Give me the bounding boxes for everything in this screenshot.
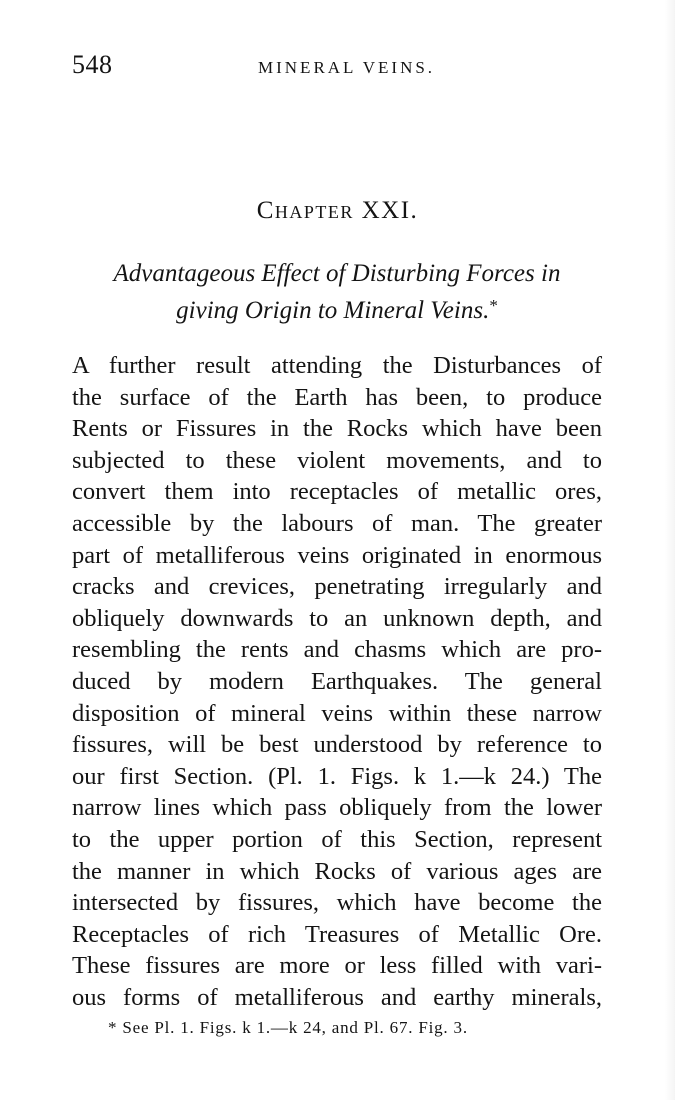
text-line: subjected to these violent movements, and to (72, 446, 602, 474)
body-paragraph (72, 350, 602, 1013)
text-line: convert them into receptacles of metallic ores, (72, 478, 602, 506)
text-line: the manner in which Rocks of various ages are (72, 857, 602, 885)
text-line: narrow lines which pass obliquely from the lower (72, 794, 602, 822)
text-line: duced by modern Earthquakes. The general (72, 667, 602, 695)
text-line: ous forms of metalliferous and earthy minerals, (72, 983, 602, 1011)
page-edge (665, 0, 675, 1100)
footnote: * See Pl. 1. Figs. k 1.—k 24, and Pl. 67. Fig. 3. (108, 1018, 468, 1037)
chapter-title (82, 258, 592, 327)
text-line: Receptacles of rich Treasures of Metallic Ore. (72, 920, 602, 948)
running-head: MINERAL VEINS. (258, 58, 436, 77)
footnote-marker: * (489, 296, 498, 315)
text-line: These fissures are more or less filled with vari- (72, 952, 602, 980)
chapter-title-line-1: Advantageous Effect of Disturbing Forces in (113, 260, 561, 287)
text-line: fissures, will be best understood by reference to (72, 731, 602, 759)
text-line: Rents or Fissures in the Rocks which have been (72, 415, 602, 443)
chapter-heading: Chapter XXI. (256, 197, 419, 224)
chapter-title-line-2: giving Origin to Mineral Veins. (176, 297, 490, 324)
page-number: 548 (72, 50, 113, 79)
text-line: part of metalliferous veins originated in enormous (72, 541, 602, 569)
text-line: accessible by the labours of man. The greater (72, 509, 602, 537)
text-line: A further result attending the Disturbances of (72, 352, 602, 379)
text-line: the surface of the Earth has been, to produce (72, 383, 602, 411)
text-line: resembling the rents and chasms which are pro- (72, 636, 602, 664)
text-line: intersected by fissures, which have become the (72, 889, 602, 917)
text-line: cracks and crevices, penetrating irregularly and (72, 573, 602, 601)
text-line: our first Section. (Pl. 1. Figs. k 1.—k 24.) The (72, 762, 602, 790)
text-line: disposition of mineral veins within these narrow (72, 699, 602, 727)
page-header (72, 50, 602, 90)
text-line: obliquely downwards to an unknown depth, and (72, 604, 602, 632)
text-line: to the upper portion of this Section, represent (72, 825, 602, 853)
